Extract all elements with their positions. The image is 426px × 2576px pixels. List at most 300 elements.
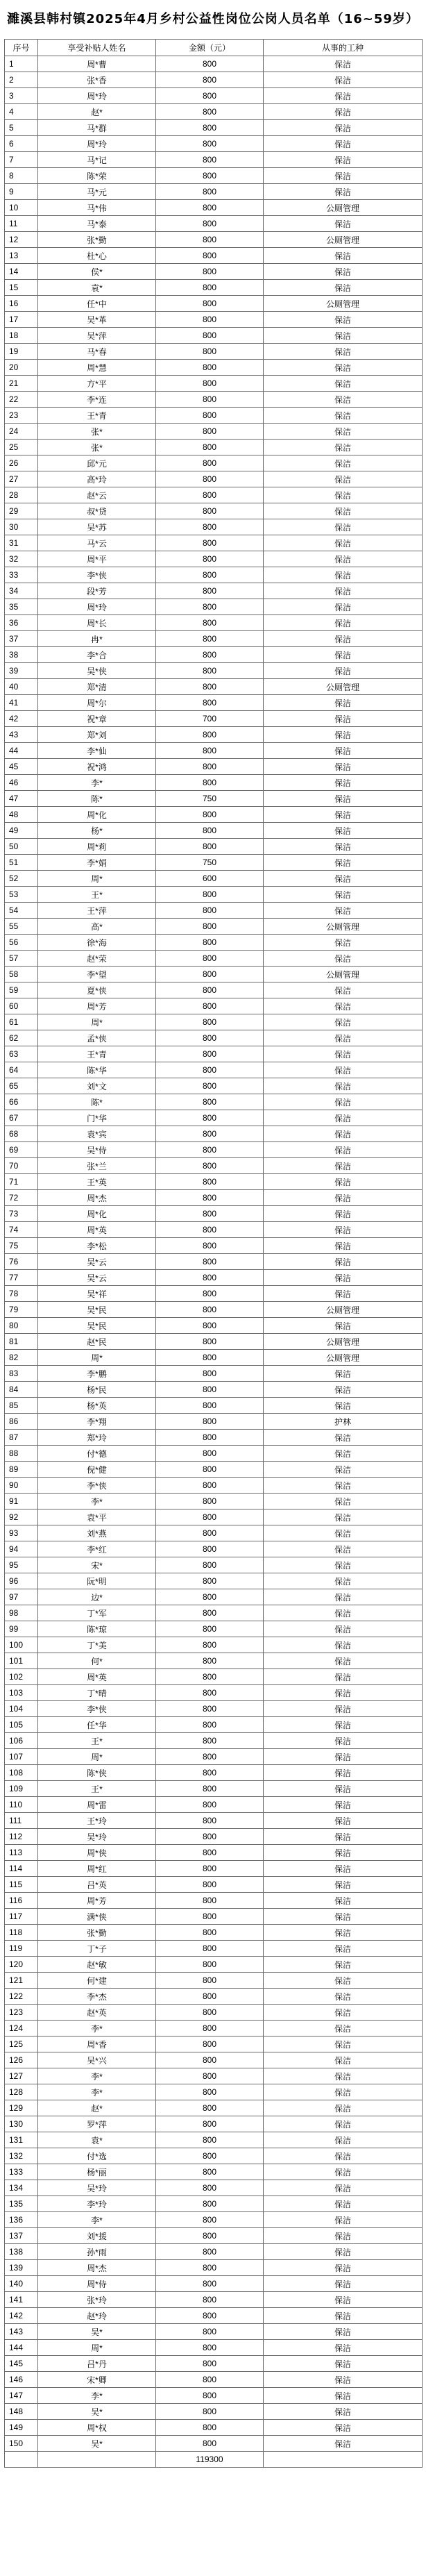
job-type: 保洁	[264, 136, 423, 152]
table-row	[5, 503, 423, 519]
person-name: 赵*	[38, 104, 156, 120]
header-job: 从事的工种	[264, 40, 423, 56]
person-name: 任*中	[38, 296, 156, 312]
row-index: 79	[5, 1302, 38, 1318]
person-name: 周*平	[38, 551, 156, 567]
job-type: 保洁	[264, 663, 423, 679]
row-index: 45	[5, 759, 38, 775]
person-name: 徐*海	[38, 935, 156, 951]
person-name: 祝*章	[38, 711, 156, 727]
job-type: 保洁	[264, 583, 423, 599]
person-name: 张*	[38, 440, 156, 455]
table-row	[5, 1350, 423, 1366]
person-name: 李*	[38, 775, 156, 791]
table-row	[5, 599, 423, 615]
table-row	[5, 232, 423, 248]
person-name: 王*	[38, 887, 156, 903]
table-row	[5, 280, 423, 296]
amount: 800	[156, 455, 264, 471]
row-index: 122	[5, 1989, 38, 2005]
job-type: 保洁	[264, 1733, 423, 1749]
amount: 800	[156, 982, 264, 998]
row-index: 126	[5, 2052, 38, 2068]
amount: 800	[156, 1158, 264, 1174]
amount: 800	[156, 998, 264, 1014]
amount: 800	[156, 280, 264, 296]
table-row	[5, 408, 423, 424]
row-index: 43	[5, 727, 38, 743]
person-name: 倪*健	[38, 1462, 156, 1478]
table-row	[5, 487, 423, 503]
table-row	[5, 2388, 423, 2404]
row-index: 95	[5, 1557, 38, 1573]
table-row	[5, 2308, 423, 2324]
job-type: 保洁	[264, 1462, 423, 1478]
person-name: 丁*美	[38, 1637, 156, 1653]
table-row	[5, 1573, 423, 1589]
job-type: 保洁	[264, 1637, 423, 1653]
person-name: 张*	[38, 424, 156, 440]
amount: 800	[156, 919, 264, 935]
amount: 800	[156, 1238, 264, 1254]
table-row	[5, 296, 423, 312]
job-type: 保洁	[264, 1382, 423, 1398]
job-type: 保洁	[264, 775, 423, 791]
job-type: 保洁	[264, 280, 423, 296]
row-index: 12	[5, 232, 38, 248]
row-index: 86	[5, 1414, 38, 1430]
table-row	[5, 1174, 423, 1190]
table-row	[5, 759, 423, 775]
table-row	[5, 104, 423, 120]
amount: 800	[156, 759, 264, 775]
row-index: 52	[5, 871, 38, 887]
row-index: 114	[5, 1861, 38, 1877]
person-name: 吕*英	[38, 1877, 156, 1893]
table-row	[5, 1046, 423, 1062]
job-type: 保洁	[264, 487, 423, 503]
job-type: 保洁	[264, 1893, 423, 1909]
amount: 800	[156, 1509, 264, 1525]
amount: 800	[156, 2308, 264, 2324]
person-name: 吴*祥	[38, 1286, 156, 1302]
amount: 800	[156, 2164, 264, 2180]
row-index: 84	[5, 1382, 38, 1398]
table-row	[5, 2100, 423, 2116]
amount: 800	[156, 1142, 264, 1158]
person-name: 王*	[38, 1781, 156, 1797]
table-row	[5, 1717, 423, 1733]
row-index: 113	[5, 1845, 38, 1861]
person-name: 周*长	[38, 615, 156, 631]
person-name: 郑*清	[38, 679, 156, 695]
amount: 800	[156, 56, 264, 72]
table-row	[5, 1845, 423, 1861]
job-type: 护林	[264, 1414, 423, 1430]
job-type: 保洁	[264, 599, 423, 615]
row-index: 115	[5, 1877, 38, 1893]
row-index: 17	[5, 312, 38, 328]
roster-table	[4, 39, 423, 2468]
person-name: 李*松	[38, 1238, 156, 1254]
table-row	[5, 535, 423, 551]
row-index: 96	[5, 1573, 38, 1589]
table-row	[5, 823, 423, 839]
person-name: 赵*云	[38, 487, 156, 503]
person-name: 周*化	[38, 1206, 156, 1222]
amount: 800	[156, 1813, 264, 1829]
job-type: 保洁	[264, 1829, 423, 1845]
amount: 800	[156, 1989, 264, 2005]
total-row	[5, 2452, 423, 2468]
table-row	[5, 168, 423, 184]
job-type: 保洁	[264, 344, 423, 360]
amount: 800	[156, 775, 264, 791]
row-index: 75	[5, 1238, 38, 1254]
job-type: 保洁	[264, 312, 423, 328]
person-name: 李*杰	[38, 1989, 156, 2005]
person-name: 赵*敏	[38, 1957, 156, 1973]
amount: 800	[156, 2228, 264, 2244]
job-type: 保洁	[264, 1813, 423, 1829]
amount: 800	[156, 2404, 264, 2420]
table-row	[5, 1238, 423, 1254]
row-index: 125	[5, 2036, 38, 2052]
row-index: 74	[5, 1222, 38, 1238]
amount: 800	[156, 2196, 264, 2212]
person-name: 李*	[38, 2212, 156, 2228]
amount: 800	[156, 248, 264, 264]
person-name: 侯*	[38, 264, 156, 280]
row-index: 106	[5, 1733, 38, 1749]
table-row	[5, 264, 423, 280]
job-type: 保洁	[264, 2372, 423, 2388]
person-name: 周*	[38, 1749, 156, 1765]
amount: 800	[156, 519, 264, 535]
table-row	[5, 2244, 423, 2260]
person-name: 何*建	[38, 1973, 156, 1989]
table-row	[5, 2036, 423, 2052]
table-row	[5, 1813, 423, 1829]
person-name: 陈*	[38, 1094, 156, 1110]
amount: 800	[156, 551, 264, 567]
row-index: 30	[5, 519, 38, 535]
table-row	[5, 2148, 423, 2164]
row-index: 21	[5, 376, 38, 392]
person-name: 张*玲	[38, 2292, 156, 2308]
job-type: 保洁	[264, 743, 423, 759]
row-index: 91	[5, 1494, 38, 1509]
row-index: 16	[5, 296, 38, 312]
table-row	[5, 184, 423, 200]
row-index: 94	[5, 1541, 38, 1557]
person-name: 李*	[38, 2388, 156, 2404]
amount: 700	[156, 711, 264, 727]
table-row	[5, 1509, 423, 1525]
person-name: 陈*侠	[38, 1765, 156, 1781]
job-type: 保洁	[264, 1062, 423, 1078]
amount: 800	[156, 2132, 264, 2148]
job-type: 保洁	[264, 935, 423, 951]
table-row	[5, 1446, 423, 1462]
table-row	[5, 743, 423, 759]
table-row	[5, 1286, 423, 1302]
person-name: 陈*华	[38, 1062, 156, 1078]
row-index: 127	[5, 2068, 38, 2084]
job-type: 保洁	[264, 1126, 423, 1142]
row-index: 103	[5, 1685, 38, 1701]
job-type: 保洁	[264, 2148, 423, 2164]
table-row	[5, 1973, 423, 1989]
row-index: 82	[5, 1350, 38, 1366]
table-row	[5, 2292, 423, 2308]
row-index: 136	[5, 2212, 38, 2228]
person-name: 吕*丹	[38, 2356, 156, 2372]
amount: 800	[156, 2052, 264, 2068]
row-index: 142	[5, 2308, 38, 2324]
table-row	[5, 919, 423, 935]
job-type: 保洁	[264, 1749, 423, 1765]
row-index: 143	[5, 2324, 38, 2340]
amount: 800	[156, 2036, 264, 2052]
row-index: 92	[5, 1509, 38, 1525]
amount: 800	[156, 743, 264, 759]
row-index: 50	[5, 839, 38, 855]
row-index: 56	[5, 935, 38, 951]
table-row	[5, 2068, 423, 2084]
row-index: 35	[5, 599, 38, 615]
job-type: 保洁	[264, 2228, 423, 2244]
table-row	[5, 2228, 423, 2244]
job-type: 保洁	[264, 1605, 423, 1621]
job-type: 保洁	[264, 2420, 423, 2436]
amount: 800	[156, 152, 264, 168]
table-row	[5, 1701, 423, 1717]
row-index: 22	[5, 392, 38, 408]
job-type: 保洁	[264, 1238, 423, 1254]
person-name: 夏*侠	[38, 982, 156, 998]
table-row	[5, 1014, 423, 1030]
person-name: 丁*晴	[38, 1685, 156, 1701]
amount: 800	[156, 1861, 264, 1877]
row-index: 76	[5, 1254, 38, 1270]
table-row	[5, 1749, 423, 1765]
row-index: 28	[5, 487, 38, 503]
amount: 800	[156, 1254, 264, 1270]
table-row	[5, 871, 423, 887]
job-type: 保洁	[264, 2100, 423, 2116]
row-index: 81	[5, 1334, 38, 1350]
job-type: 保洁	[264, 376, 423, 392]
table-row	[5, 839, 423, 855]
amount: 800	[156, 376, 264, 392]
amount: 800	[156, 951, 264, 967]
row-index: 6	[5, 136, 38, 152]
amount: 800	[156, 328, 264, 344]
job-type: 保洁	[264, 408, 423, 424]
table-row	[5, 1829, 423, 1845]
row-index: 102	[5, 1669, 38, 1685]
job-type: 保洁	[264, 535, 423, 551]
job-type: 保洁	[264, 2276, 423, 2292]
row-index: 68	[5, 1126, 38, 1142]
amount: 800	[156, 631, 264, 647]
job-type: 保洁	[264, 1861, 423, 1877]
amount: 800	[156, 1893, 264, 1909]
job-type: 公厕管理	[264, 967, 423, 982]
amount: 800	[156, 2276, 264, 2292]
person-name: 满*侠	[38, 1909, 156, 1925]
job-type: 公厕管理	[264, 232, 423, 248]
table-row	[5, 679, 423, 695]
job-type: 保洁	[264, 503, 423, 519]
job-type: 保洁	[264, 2005, 423, 2021]
table-row	[5, 344, 423, 360]
row-index: 87	[5, 1430, 38, 1446]
row-index: 42	[5, 711, 38, 727]
person-name: 马*泰	[38, 216, 156, 232]
table-row	[5, 1541, 423, 1557]
person-name: 王*青	[38, 408, 156, 424]
person-name: 周*曹	[38, 56, 156, 72]
person-name: 周*侠	[38, 1845, 156, 1861]
row-index: 70	[5, 1158, 38, 1174]
amount: 800	[156, 887, 264, 903]
person-name: 李*玲	[38, 2196, 156, 2212]
person-name: 李*	[38, 2084, 156, 2100]
row-index: 7	[5, 152, 38, 168]
job-type: 保洁	[264, 328, 423, 344]
job-type: 保洁	[264, 216, 423, 232]
job-type: 保洁	[264, 951, 423, 967]
row-index: 53	[5, 887, 38, 903]
job-type: 保洁	[264, 1494, 423, 1509]
amount: 800	[156, 1909, 264, 1925]
table-row	[5, 631, 423, 647]
table-row	[5, 1382, 423, 1398]
table-row	[5, 1733, 423, 1749]
person-name: 马*云	[38, 535, 156, 551]
person-name: 吴*侍	[38, 1142, 156, 1158]
amount: 800	[156, 1302, 264, 1318]
row-index: 141	[5, 2292, 38, 2308]
amount: 800	[156, 408, 264, 424]
person-name: 袁*	[38, 280, 156, 296]
row-index: 148	[5, 2404, 38, 2420]
amount: 800	[156, 647, 264, 663]
table-row	[5, 1494, 423, 1509]
total-empty-index	[5, 2452, 38, 2468]
job-type: 保洁	[264, 1845, 423, 1861]
job-type: 保洁	[264, 1573, 423, 1589]
table-row	[5, 695, 423, 711]
table-row	[5, 1190, 423, 1206]
job-type: 保洁	[264, 2036, 423, 2052]
amount: 800	[156, 1621, 264, 1637]
person-name: 杨*英	[38, 1398, 156, 1414]
job-type: 保洁	[264, 1078, 423, 1094]
table-row	[5, 887, 423, 903]
amount: 800	[156, 1110, 264, 1126]
person-name: 周*	[38, 1350, 156, 1366]
row-index: 25	[5, 440, 38, 455]
header-name: 享受补贴人姓名	[38, 40, 156, 56]
person-name: 周*英	[38, 1669, 156, 1685]
job-type: 保洁	[264, 1765, 423, 1781]
person-name: 郑*玲	[38, 1430, 156, 1446]
table-row	[5, 1318, 423, 1334]
row-index: 61	[5, 1014, 38, 1030]
job-type: 保洁	[264, 1669, 423, 1685]
job-type: 保洁	[264, 1190, 423, 1206]
person-name: 王*玲	[38, 1813, 156, 1829]
row-index: 129	[5, 2100, 38, 2116]
job-type: 公厕管理	[264, 200, 423, 216]
person-name: 邱*元	[38, 455, 156, 471]
job-type: 保洁	[264, 519, 423, 535]
person-name: 袁*	[38, 2132, 156, 2148]
person-name: 周*英	[38, 1222, 156, 1238]
job-type: 保洁	[264, 88, 423, 104]
table-row	[5, 1270, 423, 1286]
table-row	[5, 1557, 423, 1573]
amount: 800	[156, 1174, 264, 1190]
job-type: 保洁	[264, 2196, 423, 2212]
person-name: 陈*	[38, 791, 156, 807]
table-row	[5, 1094, 423, 1110]
job-type: 保洁	[264, 1541, 423, 1557]
job-type: 保洁	[264, 2084, 423, 2100]
amount: 800	[156, 2148, 264, 2164]
table-row	[5, 1030, 423, 1046]
table-row	[5, 2021, 423, 2036]
job-type: 保洁	[264, 2308, 423, 2324]
table-row	[5, 2372, 423, 2388]
table-row	[5, 2276, 423, 2292]
person-name: 王*英	[38, 1174, 156, 1190]
person-name: 李*合	[38, 647, 156, 663]
row-index: 19	[5, 344, 38, 360]
row-index: 10	[5, 200, 38, 216]
row-index: 137	[5, 2228, 38, 2244]
job-type: 保洁	[264, 1909, 423, 1925]
amount: 800	[156, 136, 264, 152]
job-type: 公厕管理	[264, 296, 423, 312]
amount: 800	[156, 1669, 264, 1685]
amount: 800	[156, 1398, 264, 1414]
person-name: 李*娟	[38, 855, 156, 871]
table-row	[5, 1126, 423, 1142]
person-name: 袁*平	[38, 1509, 156, 1525]
row-index: 40	[5, 679, 38, 695]
row-index: 60	[5, 998, 38, 1014]
amount: 800	[156, 807, 264, 823]
job-type: 保洁	[264, 2404, 423, 2420]
job-type: 公厕管理	[264, 919, 423, 935]
amount: 800	[156, 2324, 264, 2340]
table-row	[5, 2212, 423, 2228]
row-index: 38	[5, 647, 38, 663]
job-type: 保洁	[264, 2388, 423, 2404]
row-index: 85	[5, 1398, 38, 1414]
amount: 800	[156, 184, 264, 200]
table-row	[5, 1877, 423, 1893]
table-row	[5, 903, 423, 919]
document-title: 濉溪县韩村镇2025年4月乡村公益性岗位公岗人员名单（16~59岁）	[7, 12, 419, 26]
job-type: 保洁	[264, 1318, 423, 1334]
job-type: 保洁	[264, 1877, 423, 1893]
person-name: 刘*燕	[38, 1525, 156, 1541]
